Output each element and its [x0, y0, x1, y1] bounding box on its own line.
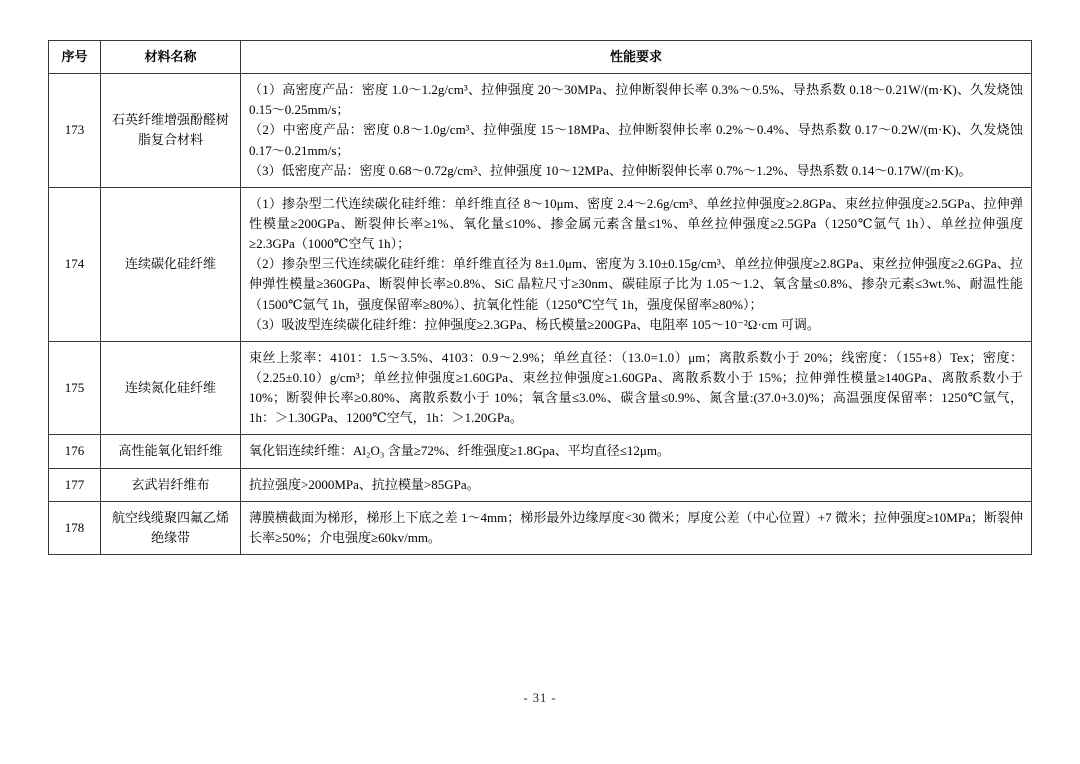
- row-requirements: [241, 187, 1032, 341]
- row-index: 177: [49, 468, 101, 501]
- table-row: [49, 435, 1032, 468]
- table-header: [49, 41, 1032, 74]
- row-requirements: [241, 74, 1032, 188]
- row-material-name: 玄武岩纤维布: [101, 468, 241, 501]
- row-requirements: [241, 341, 1032, 435]
- column-header-material-name: 材料名称: [101, 41, 241, 74]
- table-row: [49, 187, 1032, 341]
- row-requirements: [241, 435, 1032, 468]
- requirement-line: 薄膜横截面为梯形，梯形上下底之差 1～4mm；梯形最外边缘厚度<30 微米；厚度公差（中心位置）+7 微米；拉伸强度≥10MPa；断裂伸长率≥50%；介电强度≥60kv/mm。: [249, 509, 1023, 545]
- requirement-line: 氧化铝连续纤维：Al₂O₃ 含量≥72%、纤维强度≥1.8Gpa、平均直径≤12μm。: [249, 443, 670, 459]
- row-material-name: 连续碳化硅纤维: [101, 187, 241, 341]
- page-number: - 31 -: [523, 691, 557, 705]
- requirement-line: 抗拉强度>2000MPa、抗拉模量>85GPa。: [249, 476, 480, 492]
- requirement-line: （2）掺杂型三代连续碳化硅纤维：单纤维直径为 8±1.0μm、密度为 3.10±0.15g/cm³、单丝拉伸强度≥2.8GPa、束丝拉伸强度≥2.6GPa、拉伸弹性模量≥360GPa、断裂伸长率≥0.8%、SiC 晶粒尺寸≥30nm、碳硅原子比为 1.05～1.2、氧含量≤0.8%、掺杂元素≤3wt.%、耐温性能（1500℃氩气 1h，强度保留率≥80%）、抗氧化性能（1250℃空气 1h，强度保留率≥80%）；: [249, 256, 1023, 312]
- table-body: [49, 74, 1032, 555]
- table-header-row: [49, 41, 1032, 74]
- requirement-line: （3）吸波型连续碳化硅纤维：拉伸强度≥2.3GPa、杨氏模量≥200GPa、电阻率 105～10⁻²Ω·cm 可调。: [249, 316, 820, 332]
- materials-spec-table: [48, 40, 1032, 555]
- table-row: [49, 341, 1032, 435]
- requirement-line: （3）低密度产品：密度 0.68～0.72g/cm³、拉伸强度 10～12MPa、拉伸断裂伸长率 0.7%～1.2%、导热系数 0.14～0.17W/(m·K)。: [249, 162, 972, 178]
- requirement-line: （2）中密度产品：密度 0.8～1.0g/cm³、拉伸强度 15～18MPa、拉伸断裂伸长率 0.2%～0.4%、导热系数 0.17～0.2W/(m·K)、久发烧蚀 0.17～0.21mm/s；: [249, 122, 1023, 158]
- table-row: [49, 501, 1032, 554]
- row-index: 175: [49, 341, 101, 435]
- row-index: 173: [49, 74, 101, 188]
- row-material-name: 高性能氧化铝纤维: [101, 435, 241, 468]
- table-row: [49, 74, 1032, 188]
- row-material-name: 连续氮化硅纤维: [101, 341, 241, 435]
- requirement-line: （1）高密度产品：密度 1.0～1.2g/cm³、拉伸强度 20～30MPa、拉伸断裂伸长率 0.3%～0.5%、导热系数 0.18～0.21W/(m·K)、久发烧蚀 0.15～0.25mm/s；: [249, 82, 1023, 118]
- requirement-line: （1）掺杂型二代连续碳化硅纤维：单纤维直径 8～10μm、密度 2.4～2.6g/cm³、单丝拉伸强度≥2.8GPa、束丝拉伸强度≥2.5GPa、拉伸弹性模量≥200GPa、断裂伸长率≥1%、氧化量≤10%、掺金属元素含量≤1%、单丝拉伸强度≥2.5GPa（1250℃氩气 1h）、单丝拉伸强度≥2.3GPa（1000℃空气 1h）；: [249, 195, 1023, 252]
- row-requirements: [241, 468, 1032, 501]
- requirement-line: 束丝上浆率：4101：1.5～3.5%、4103：0.9～2.9%；单丝直径：（13.0=1.0）μm；离散系数小于 20%；线密度：（155+8）Tex；密度：（2.25±0.10）g/cm³；单丝拉伸强度≥1.60GPa、束丝拉伸强度≥1.60GPa、离散系数小于 15%；拉伸弹性模量≥140GPa、离散系数小于 10%；断裂伸长率≥0.80%、离散系数小于 10%；氧含量≤3.0%、碳含量≤0.9%、氮含量:(37.0+3.0)%；高温强度保留率：1250℃氩气，1h：＞1.30GPa、1200℃空气，1h：＞1.20GPa。: [249, 349, 1023, 426]
- row-index: 176: [49, 435, 101, 468]
- column-header-index: 序号: [49, 41, 101, 74]
- table-row: [49, 468, 1032, 501]
- row-index: 178: [49, 501, 101, 554]
- column-header-performance-requirement: 性能要求: [241, 41, 1032, 74]
- row-material-name: 石英纤维增强酚醛树脂复合材料: [101, 74, 241, 188]
- row-requirements: [241, 501, 1032, 554]
- row-index: 174: [49, 187, 101, 341]
- row-material-name: 航空线缆聚四氟乙烯绝缘带: [101, 501, 241, 554]
